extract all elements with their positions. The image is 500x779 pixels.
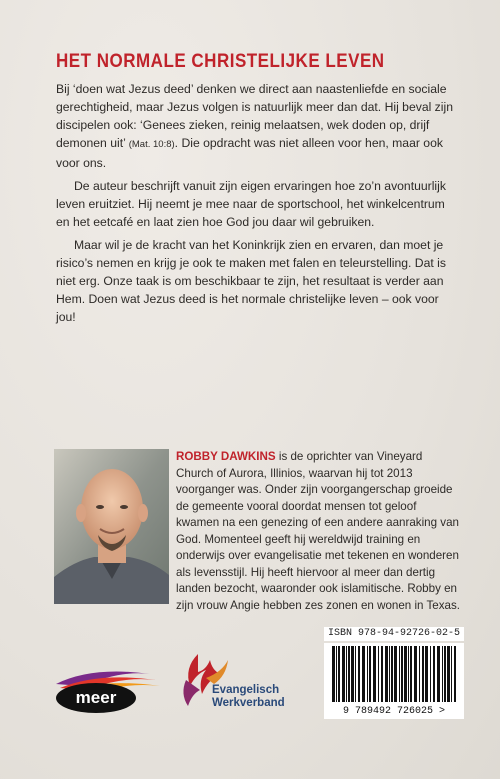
blurb-text: . Die opdracht was niet alleen voor hen, maar ook voor ons. xyxy=(56,136,443,170)
isbn-label: ISBN 978-94-92726-02-5 xyxy=(324,627,464,641)
meer-logo xyxy=(52,664,162,716)
barcode-bar xyxy=(442,646,443,702)
barcode-bar xyxy=(391,646,393,702)
author-bio-text: is de oprichter van Vineyard Church of Aurora, Illinios, waarvan hij tot 2013 voorganger was. Onder zijn voorgangerschap groeide de gemeente vooral doordat mensen tot geloof kwamen na een genezing of een andere aanraking van God. Momenteel geeft hij wereldwijd training en onderwijs over evangelisatie met tekenen en wonderen als levensstijl. Hij heeft hiervoor al meer dan dertig landen bezocht, waaronder ook islamitische. Robby en zijn vrouw Angie hebben zes zonen en wonen in Texas. xyxy=(176,450,461,612)
barcode-bar xyxy=(355,646,356,702)
blurb-paragraph-3: Maar wil je de kracht van het Koninkrijk zien en ervaren, dan moet je risico’s nemen en krijg je ook te maken met falen en teleurstelling. Dat is niet erg. Onze taak is om beschikbaar te zijn, het resultaat is verder aan Hem. Doen wat Jezus deed is het normale christelijke leven – ook voor jou! xyxy=(56,238,446,324)
barcode-bar xyxy=(385,646,388,702)
author-photo xyxy=(54,449,169,604)
barcode-bar xyxy=(451,646,452,702)
barcode-bar xyxy=(430,646,431,702)
barcode-bar xyxy=(373,646,376,702)
barcode-bar xyxy=(410,646,412,702)
barcode-bar xyxy=(422,646,424,702)
barcode-bar xyxy=(414,646,417,702)
barcode-bar xyxy=(394,646,397,702)
barcode-bar xyxy=(367,646,368,702)
barcode-bar xyxy=(351,646,354,702)
meer-logo-text: meer xyxy=(75,688,117,707)
author-bio xyxy=(176,449,462,614)
barcode-bar xyxy=(454,646,456,702)
barcode-bar xyxy=(404,646,407,702)
barcode-bar xyxy=(399,646,400,702)
barcode-bar xyxy=(338,646,340,702)
barcode-bar xyxy=(389,646,390,702)
ew-line-1: Evangelisch xyxy=(212,684,280,696)
barcode-bar xyxy=(408,646,409,702)
barcode-digits: 9 789492 726025 > xyxy=(324,705,464,719)
barcode-bar xyxy=(378,646,379,702)
barcode-bar xyxy=(346,646,347,702)
barcode-bar xyxy=(444,646,446,702)
barcode-bar xyxy=(419,646,420,702)
barcode-bar xyxy=(332,646,335,702)
barcode-bar xyxy=(381,646,383,702)
blurb xyxy=(56,80,460,331)
barcode-bar xyxy=(369,646,371,702)
ew-line-2: Werkverband xyxy=(212,697,285,709)
barcode-bar xyxy=(358,646,360,702)
barcode-bar xyxy=(447,646,450,702)
barcode-bar xyxy=(425,646,428,702)
barcode-bar xyxy=(336,646,337,702)
barcode-bar xyxy=(362,646,365,702)
scripture-reference: (Mat. 10:8) xyxy=(128,139,175,150)
author-name: ROBBY DAWKINS xyxy=(176,450,276,463)
blurb-text: Bij ‘doen wat Jezus deed’ denken we direct aan naastenliefde en sociale gerechtigheid, maar Jezus volgen is natuurlijk meer dan dat. Hij beval zijn discipelen ook: ‘Genees zieken, reinig melaatsen, wek doden op, drijf demonen uit’ xyxy=(56,82,453,150)
blurb-paragraph-1 xyxy=(56,80,460,172)
barcode-bar xyxy=(437,646,440,702)
evangelisch-werkverband-text xyxy=(212,684,285,710)
barcode-bar xyxy=(401,646,403,702)
page-title: HET NORMALE CHRISTELIJKE LEVEN xyxy=(56,50,385,72)
barcode-bar xyxy=(342,646,345,702)
barcode-bar xyxy=(433,646,435,702)
blurb-paragraph-2: De auteur beschrijft vanuit zijn eigen ervaringen hoe zo’n avontuurlijk leven eruitziet. Hij neemt je mee naar de sportschool, het winkelcentrum en het eetcafé en laat zien hoe God jou daar wil gebruiken. xyxy=(56,179,446,229)
barcode-bar xyxy=(348,646,350,702)
